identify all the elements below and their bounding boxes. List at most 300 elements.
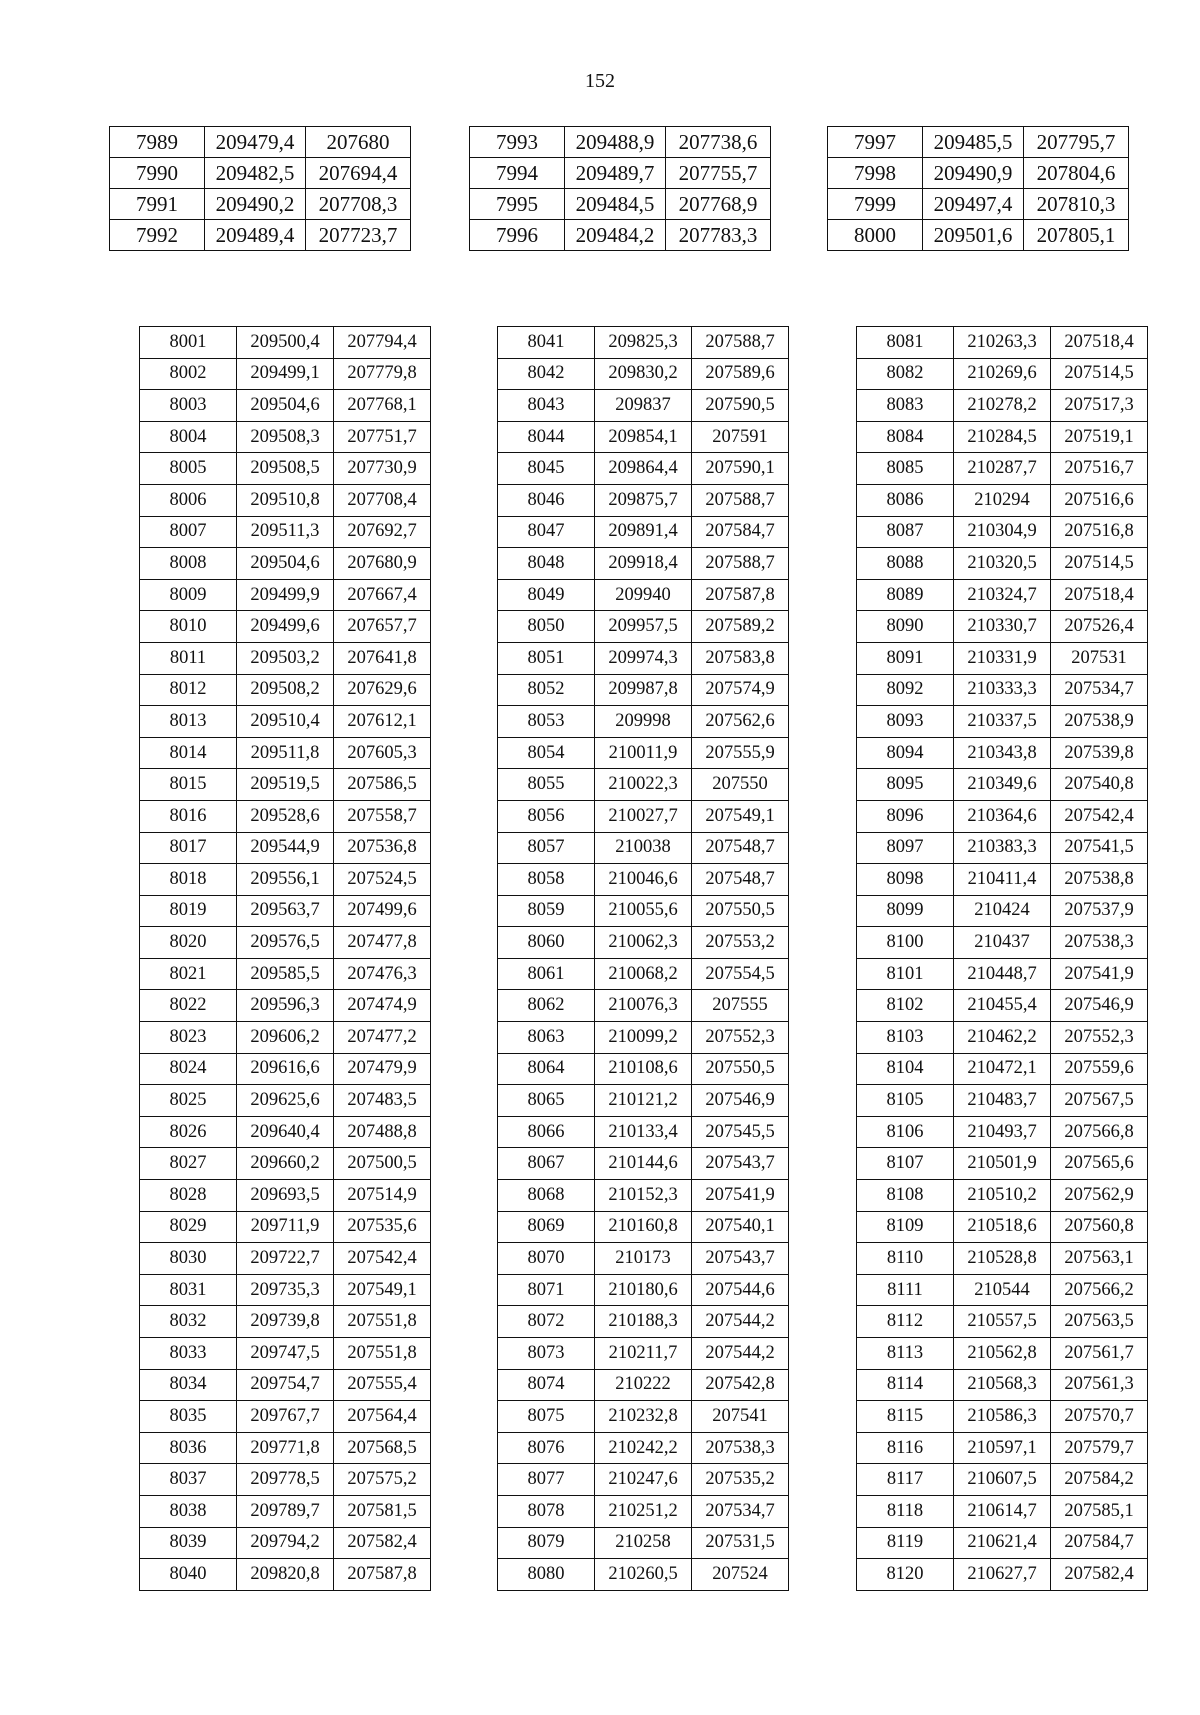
y-coordinate-cell: 207516,8 bbox=[1051, 516, 1148, 548]
point-number-cell: 8019 bbox=[140, 895, 237, 927]
point-number-cell: 8093 bbox=[857, 706, 954, 738]
table-row bbox=[828, 158, 1129, 189]
point-number-cell: 8079 bbox=[498, 1527, 595, 1559]
y-coordinate-cell: 207514,5 bbox=[1051, 358, 1148, 390]
x-coordinate-cell: 210188,3 bbox=[595, 1306, 692, 1338]
point-number-cell: 7991 bbox=[110, 189, 205, 220]
x-coordinate-cell: 210076,3 bbox=[595, 990, 692, 1022]
table-row bbox=[498, 1369, 789, 1401]
point-number-cell: 8077 bbox=[498, 1464, 595, 1496]
table-row bbox=[470, 220, 771, 251]
x-coordinate-cell: 210383,3 bbox=[954, 832, 1051, 864]
y-coordinate-cell: 207531 bbox=[1051, 642, 1148, 674]
table-row bbox=[498, 958, 789, 990]
point-number-cell: 8007 bbox=[140, 516, 237, 548]
table-row bbox=[857, 1464, 1148, 1496]
x-coordinate-cell: 210180,6 bbox=[595, 1274, 692, 1306]
point-number-cell: 8097 bbox=[857, 832, 954, 864]
x-coordinate-cell: 210173 bbox=[595, 1243, 692, 1275]
table-row bbox=[498, 1338, 789, 1370]
point-number-cell: 8113 bbox=[857, 1338, 954, 1370]
table-row bbox=[857, 1180, 1148, 1212]
x-coordinate-cell: 210242,2 bbox=[595, 1432, 692, 1464]
x-coordinate-cell: 210222 bbox=[595, 1369, 692, 1401]
x-coordinate-cell: 209957,5 bbox=[595, 611, 692, 643]
x-coordinate-cell: 209693,5 bbox=[237, 1180, 334, 1212]
x-coordinate-cell: 210027,7 bbox=[595, 800, 692, 832]
point-number-cell: 8023 bbox=[140, 1022, 237, 1054]
x-coordinate-cell: 210343,8 bbox=[954, 737, 1051, 769]
y-coordinate-cell: 207499,6 bbox=[334, 895, 431, 927]
y-coordinate-cell: 207549,1 bbox=[334, 1274, 431, 1306]
table-row bbox=[828, 189, 1129, 220]
point-number-cell: 8008 bbox=[140, 548, 237, 580]
point-number-cell: 8009 bbox=[140, 579, 237, 611]
point-number-cell: 8015 bbox=[140, 769, 237, 801]
x-coordinate-cell: 209511,8 bbox=[237, 737, 334, 769]
table-row bbox=[857, 1527, 1148, 1559]
table-row bbox=[140, 1022, 431, 1054]
x-coordinate-cell: 209974,3 bbox=[595, 642, 692, 674]
y-coordinate-cell: 207783,3 bbox=[666, 220, 771, 251]
y-coordinate-cell: 207544,2 bbox=[692, 1306, 789, 1338]
table-row bbox=[140, 327, 431, 359]
x-coordinate-cell: 210251,2 bbox=[595, 1495, 692, 1527]
y-coordinate-cell: 207574,9 bbox=[692, 674, 789, 706]
y-coordinate-cell: 207538,8 bbox=[1051, 864, 1148, 896]
table-row bbox=[857, 579, 1148, 611]
x-coordinate-cell: 209500,4 bbox=[237, 327, 334, 359]
x-coordinate-cell: 210152,3 bbox=[595, 1180, 692, 1212]
table-row bbox=[498, 327, 789, 359]
table-row bbox=[857, 516, 1148, 548]
table-row bbox=[857, 548, 1148, 580]
x-coordinate-cell: 209735,3 bbox=[237, 1274, 334, 1306]
table-row bbox=[828, 220, 1129, 251]
table-row bbox=[857, 1559, 1148, 1591]
x-coordinate-cell: 209754,7 bbox=[237, 1369, 334, 1401]
x-coordinate-cell: 210364,6 bbox=[954, 800, 1051, 832]
point-number-cell: 8106 bbox=[857, 1116, 954, 1148]
table-row bbox=[110, 158, 411, 189]
x-coordinate-cell: 210046,6 bbox=[595, 864, 692, 896]
x-coordinate-cell: 209711,9 bbox=[237, 1211, 334, 1243]
y-coordinate-cell: 207768,1 bbox=[334, 390, 431, 422]
point-number-cell: 8082 bbox=[857, 358, 954, 390]
x-coordinate-cell: 209503,2 bbox=[237, 642, 334, 674]
y-coordinate-cell: 207564,4 bbox=[334, 1401, 431, 1433]
x-coordinate-cell: 209501,6 bbox=[923, 220, 1024, 251]
table-row bbox=[140, 579, 431, 611]
y-coordinate-cell: 207555,9 bbox=[692, 737, 789, 769]
y-coordinate-cell: 207562,9 bbox=[1051, 1180, 1148, 1212]
table-row bbox=[498, 1274, 789, 1306]
point-number-cell: 8084 bbox=[857, 421, 954, 453]
x-coordinate-cell: 209497,4 bbox=[923, 189, 1024, 220]
y-coordinate-cell: 207657,7 bbox=[334, 611, 431, 643]
point-number-cell: 8012 bbox=[140, 674, 237, 706]
x-coordinate-cell: 210510,2 bbox=[954, 1180, 1051, 1212]
y-coordinate-cell: 207550 bbox=[692, 769, 789, 801]
point-number-cell: 8119 bbox=[857, 1527, 954, 1559]
x-coordinate-cell: 210287,7 bbox=[954, 453, 1051, 485]
point-number-cell: 8038 bbox=[140, 1495, 237, 1527]
point-number-cell: 8110 bbox=[857, 1243, 954, 1275]
table-row bbox=[498, 1211, 789, 1243]
x-coordinate-cell: 209739,8 bbox=[237, 1306, 334, 1338]
point-number-cell: 7997 bbox=[828, 127, 923, 158]
table-row bbox=[857, 358, 1148, 390]
x-coordinate-cell: 209499,1 bbox=[237, 358, 334, 390]
point-number-cell: 8022 bbox=[140, 990, 237, 1022]
x-coordinate-cell: 209484,5 bbox=[565, 189, 666, 220]
x-coordinate-cell: 209490,2 bbox=[205, 189, 306, 220]
table-row bbox=[140, 737, 431, 769]
table-row bbox=[140, 642, 431, 674]
table-row bbox=[498, 1180, 789, 1212]
x-coordinate-cell: 210144,6 bbox=[595, 1148, 692, 1180]
y-coordinate-cell: 207755,7 bbox=[666, 158, 771, 189]
y-coordinate-cell: 207549,1 bbox=[692, 800, 789, 832]
y-coordinate-cell: 207542,4 bbox=[1051, 800, 1148, 832]
point-number-cell: 8103 bbox=[857, 1022, 954, 1054]
x-coordinate-cell: 209789,7 bbox=[237, 1495, 334, 1527]
y-coordinate-cell: 207585,1 bbox=[1051, 1495, 1148, 1527]
coordinate-table-top-3 bbox=[827, 126, 1129, 251]
table-row bbox=[857, 990, 1148, 1022]
y-coordinate-cell: 207738,6 bbox=[666, 127, 771, 158]
table-row bbox=[857, 390, 1148, 422]
table-row bbox=[857, 1274, 1148, 1306]
y-coordinate-cell: 207804,6 bbox=[1024, 158, 1129, 189]
table-row bbox=[498, 358, 789, 390]
point-number-cell: 8104 bbox=[857, 1053, 954, 1085]
y-coordinate-cell: 207540,8 bbox=[1051, 769, 1148, 801]
x-coordinate-cell: 210557,5 bbox=[954, 1306, 1051, 1338]
table-row bbox=[498, 706, 789, 738]
x-coordinate-cell: 210160,8 bbox=[595, 1211, 692, 1243]
table-row bbox=[140, 1401, 431, 1433]
x-coordinate-cell: 209508,5 bbox=[237, 453, 334, 485]
table-row bbox=[498, 769, 789, 801]
y-coordinate-cell: 207519,1 bbox=[1051, 421, 1148, 453]
x-coordinate-cell: 210211,7 bbox=[595, 1338, 692, 1370]
x-coordinate-cell: 210501,9 bbox=[954, 1148, 1051, 1180]
y-coordinate-cell: 207587,8 bbox=[334, 1559, 431, 1591]
y-coordinate-cell: 207563,5 bbox=[1051, 1306, 1148, 1338]
point-number-cell: 8018 bbox=[140, 864, 237, 896]
x-coordinate-cell: 209794,2 bbox=[237, 1527, 334, 1559]
x-coordinate-cell: 209499,9 bbox=[237, 579, 334, 611]
table-row bbox=[140, 1085, 431, 1117]
x-coordinate-cell: 210621,4 bbox=[954, 1527, 1051, 1559]
y-coordinate-cell: 207588,7 bbox=[692, 484, 789, 516]
y-coordinate-cell: 207542,4 bbox=[334, 1243, 431, 1275]
coordinate-table-top-1 bbox=[109, 126, 411, 251]
table-row bbox=[140, 611, 431, 643]
x-coordinate-cell: 209771,8 bbox=[237, 1432, 334, 1464]
y-coordinate-cell: 207538,3 bbox=[692, 1432, 789, 1464]
x-coordinate-cell: 209825,3 bbox=[595, 327, 692, 359]
y-coordinate-cell: 207538,9 bbox=[1051, 706, 1148, 738]
y-coordinate-cell: 207550,5 bbox=[692, 1053, 789, 1085]
y-coordinate-cell: 207551,8 bbox=[334, 1306, 431, 1338]
y-coordinate-cell: 207641,8 bbox=[334, 642, 431, 674]
table-row bbox=[498, 1527, 789, 1559]
y-coordinate-cell: 207517,3 bbox=[1051, 390, 1148, 422]
point-number-cell: 8032 bbox=[140, 1306, 237, 1338]
x-coordinate-cell: 209519,5 bbox=[237, 769, 334, 801]
y-coordinate-cell: 207552,3 bbox=[692, 1022, 789, 1054]
x-coordinate-cell: 209918,4 bbox=[595, 548, 692, 580]
x-coordinate-cell: 210455,4 bbox=[954, 990, 1051, 1022]
table-row bbox=[857, 958, 1148, 990]
point-number-cell: 7993 bbox=[470, 127, 565, 158]
table-row bbox=[498, 674, 789, 706]
table-row bbox=[110, 189, 411, 220]
table-row bbox=[498, 1022, 789, 1054]
point-number-cell: 8027 bbox=[140, 1148, 237, 1180]
point-number-cell: 8017 bbox=[140, 832, 237, 864]
point-number-cell: 8078 bbox=[498, 1495, 595, 1527]
point-number-cell: 7989 bbox=[110, 127, 205, 158]
x-coordinate-cell: 210493,7 bbox=[954, 1116, 1051, 1148]
x-coordinate-cell: 209616,6 bbox=[237, 1053, 334, 1085]
point-number-cell: 7996 bbox=[470, 220, 565, 251]
x-coordinate-cell: 209504,6 bbox=[237, 548, 334, 580]
point-number-cell: 8070 bbox=[498, 1243, 595, 1275]
table-row bbox=[857, 864, 1148, 896]
x-coordinate-cell: 210011,9 bbox=[595, 737, 692, 769]
x-coordinate-cell: 210121,2 bbox=[595, 1085, 692, 1117]
x-coordinate-cell: 209528,6 bbox=[237, 800, 334, 832]
point-number-cell: 8062 bbox=[498, 990, 595, 1022]
x-coordinate-cell: 210099,2 bbox=[595, 1022, 692, 1054]
y-coordinate-cell: 207584,7 bbox=[692, 516, 789, 548]
x-coordinate-cell: 210562,8 bbox=[954, 1338, 1051, 1370]
y-coordinate-cell: 207795,7 bbox=[1024, 127, 1129, 158]
x-coordinate-cell: 210055,6 bbox=[595, 895, 692, 927]
x-coordinate-cell: 209508,2 bbox=[237, 674, 334, 706]
x-coordinate-cell: 209544,9 bbox=[237, 832, 334, 864]
point-number-cell: 8048 bbox=[498, 548, 595, 580]
x-coordinate-cell: 210349,6 bbox=[954, 769, 1051, 801]
point-number-cell: 7999 bbox=[828, 189, 923, 220]
x-coordinate-cell: 210544 bbox=[954, 1274, 1051, 1306]
y-coordinate-cell: 207566,2 bbox=[1051, 1274, 1148, 1306]
x-coordinate-cell: 209820,8 bbox=[237, 1559, 334, 1591]
table-row bbox=[140, 1464, 431, 1496]
x-coordinate-cell: 209830,2 bbox=[595, 358, 692, 390]
point-number-cell: 8061 bbox=[498, 958, 595, 990]
point-number-cell: 8005 bbox=[140, 453, 237, 485]
table-row bbox=[498, 1243, 789, 1275]
x-coordinate-cell: 210263,3 bbox=[954, 327, 1051, 359]
point-number-cell: 8004 bbox=[140, 421, 237, 453]
x-coordinate-cell: 209722,7 bbox=[237, 1243, 334, 1275]
y-coordinate-cell: 207708,4 bbox=[334, 484, 431, 516]
point-number-cell: 7990 bbox=[110, 158, 205, 189]
table-row bbox=[857, 1495, 1148, 1527]
table-row bbox=[140, 1053, 431, 1085]
point-number-cell: 7992 bbox=[110, 220, 205, 251]
x-coordinate-cell: 210022,3 bbox=[595, 769, 692, 801]
point-number-cell: 8090 bbox=[857, 611, 954, 643]
y-coordinate-cell: 207534,7 bbox=[1051, 674, 1148, 706]
y-coordinate-cell: 207548,7 bbox=[692, 832, 789, 864]
y-coordinate-cell: 207541 bbox=[692, 1401, 789, 1433]
y-coordinate-cell: 207559,6 bbox=[1051, 1053, 1148, 1085]
table-row bbox=[140, 390, 431, 422]
point-number-cell: 8041 bbox=[498, 327, 595, 359]
table-row bbox=[140, 516, 431, 548]
point-number-cell: 8074 bbox=[498, 1369, 595, 1401]
point-number-cell: 8066 bbox=[498, 1116, 595, 1148]
y-coordinate-cell: 207589,6 bbox=[692, 358, 789, 390]
x-coordinate-cell: 210133,4 bbox=[595, 1116, 692, 1148]
table-row bbox=[498, 864, 789, 896]
y-coordinate-cell: 207560,8 bbox=[1051, 1211, 1148, 1243]
point-number-cell: 8098 bbox=[857, 864, 954, 896]
y-coordinate-cell: 207479,9 bbox=[334, 1053, 431, 1085]
point-number-cell: 8037 bbox=[140, 1464, 237, 1496]
point-number-cell: 8044 bbox=[498, 421, 595, 453]
table-row bbox=[110, 127, 411, 158]
y-coordinate-cell: 207555,4 bbox=[334, 1369, 431, 1401]
point-number-cell: 8112 bbox=[857, 1306, 954, 1338]
y-coordinate-cell: 207546,9 bbox=[1051, 990, 1148, 1022]
table-row bbox=[140, 1338, 431, 1370]
point-number-cell: 7994 bbox=[470, 158, 565, 189]
x-coordinate-cell: 209606,2 bbox=[237, 1022, 334, 1054]
table-row bbox=[140, 927, 431, 959]
y-coordinate-cell: 207488,8 bbox=[334, 1116, 431, 1148]
table-row bbox=[140, 990, 431, 1022]
y-coordinate-cell: 207581,5 bbox=[334, 1495, 431, 1527]
y-coordinate-cell: 207583,8 bbox=[692, 642, 789, 674]
point-number-cell: 8055 bbox=[498, 769, 595, 801]
y-coordinate-cell: 207516,6 bbox=[1051, 484, 1148, 516]
table-row bbox=[857, 1432, 1148, 1464]
table-row bbox=[498, 1148, 789, 1180]
point-number-cell: 8043 bbox=[498, 390, 595, 422]
y-coordinate-cell: 207582,4 bbox=[334, 1527, 431, 1559]
y-coordinate-cell: 207553,2 bbox=[692, 927, 789, 959]
table-row bbox=[857, 737, 1148, 769]
x-coordinate-cell: 209864,4 bbox=[595, 453, 692, 485]
y-coordinate-cell: 207543,7 bbox=[692, 1148, 789, 1180]
point-number-cell: 7998 bbox=[828, 158, 923, 189]
point-number-cell: 8092 bbox=[857, 674, 954, 706]
point-number-cell: 8105 bbox=[857, 1085, 954, 1117]
table-row bbox=[498, 1495, 789, 1527]
y-coordinate-cell: 207794,4 bbox=[334, 327, 431, 359]
y-coordinate-cell: 207680,9 bbox=[334, 548, 431, 580]
table-row bbox=[857, 1306, 1148, 1338]
x-coordinate-cell: 209489,4 bbox=[205, 220, 306, 251]
x-coordinate-cell: 210333,3 bbox=[954, 674, 1051, 706]
point-number-cell: 8108 bbox=[857, 1180, 954, 1212]
x-coordinate-cell: 210424 bbox=[954, 895, 1051, 927]
point-number-cell: 8035 bbox=[140, 1401, 237, 1433]
table-row bbox=[140, 1180, 431, 1212]
point-number-cell: 8099 bbox=[857, 895, 954, 927]
table-row bbox=[498, 1116, 789, 1148]
point-number-cell: 8014 bbox=[140, 737, 237, 769]
x-coordinate-cell: 209596,3 bbox=[237, 990, 334, 1022]
table-row bbox=[140, 674, 431, 706]
table-row bbox=[140, 958, 431, 990]
y-coordinate-cell: 207551,8 bbox=[334, 1338, 431, 1370]
point-number-cell: 8102 bbox=[857, 990, 954, 1022]
x-coordinate-cell: 209479,4 bbox=[205, 127, 306, 158]
point-number-cell: 8034 bbox=[140, 1369, 237, 1401]
table-row bbox=[857, 674, 1148, 706]
y-coordinate-cell: 207536,8 bbox=[334, 832, 431, 864]
y-coordinate-cell: 207589,2 bbox=[692, 611, 789, 643]
y-coordinate-cell: 207546,9 bbox=[692, 1085, 789, 1117]
table-row bbox=[140, 1495, 431, 1527]
y-coordinate-cell: 207605,3 bbox=[334, 737, 431, 769]
table-row bbox=[857, 421, 1148, 453]
point-number-cell: 8011 bbox=[140, 642, 237, 674]
x-coordinate-cell: 209891,4 bbox=[595, 516, 692, 548]
table-row bbox=[140, 864, 431, 896]
point-number-cell: 8118 bbox=[857, 1495, 954, 1527]
x-coordinate-cell: 209510,4 bbox=[237, 706, 334, 738]
y-coordinate-cell: 207680 bbox=[306, 127, 411, 158]
point-number-cell: 8051 bbox=[498, 642, 595, 674]
point-number-cell: 8052 bbox=[498, 674, 595, 706]
y-coordinate-cell: 207538,3 bbox=[1051, 927, 1148, 959]
point-number-cell: 8000 bbox=[828, 220, 923, 251]
table-row bbox=[857, 1085, 1148, 1117]
x-coordinate-cell: 210068,2 bbox=[595, 958, 692, 990]
y-coordinate-cell: 207805,1 bbox=[1024, 220, 1129, 251]
point-number-cell: 8089 bbox=[857, 579, 954, 611]
y-coordinate-cell: 207562,6 bbox=[692, 706, 789, 738]
y-coordinate-cell: 207591 bbox=[692, 421, 789, 453]
table-row bbox=[857, 706, 1148, 738]
y-coordinate-cell: 207518,4 bbox=[1051, 327, 1148, 359]
table-row bbox=[498, 453, 789, 485]
x-coordinate-cell: 210586,3 bbox=[954, 1401, 1051, 1433]
table-row bbox=[470, 158, 771, 189]
y-coordinate-cell: 207540,1 bbox=[692, 1211, 789, 1243]
point-number-cell: 8107 bbox=[857, 1148, 954, 1180]
x-coordinate-cell: 210062,3 bbox=[595, 927, 692, 959]
y-coordinate-cell: 207667,4 bbox=[334, 579, 431, 611]
x-coordinate-cell: 209488,9 bbox=[565, 127, 666, 158]
y-coordinate-cell: 207558,7 bbox=[334, 800, 431, 832]
y-coordinate-cell: 207550,5 bbox=[692, 895, 789, 927]
y-coordinate-cell: 207588,7 bbox=[692, 327, 789, 359]
point-number-cell: 8029 bbox=[140, 1211, 237, 1243]
point-number-cell: 8025 bbox=[140, 1085, 237, 1117]
point-number-cell: 8067 bbox=[498, 1148, 595, 1180]
y-coordinate-cell: 207535,2 bbox=[692, 1464, 789, 1496]
table-row bbox=[498, 927, 789, 959]
point-number-cell: 7995 bbox=[470, 189, 565, 220]
y-coordinate-cell: 207561,7 bbox=[1051, 1338, 1148, 1370]
point-number-cell: 8117 bbox=[857, 1464, 954, 1496]
coordinate-table-bottom-3 bbox=[856, 326, 1148, 1591]
y-coordinate-cell: 207694,4 bbox=[306, 158, 411, 189]
point-number-cell: 8064 bbox=[498, 1053, 595, 1085]
point-number-cell: 8047 bbox=[498, 516, 595, 548]
y-coordinate-cell: 207586,5 bbox=[334, 769, 431, 801]
y-coordinate-cell: 207723,7 bbox=[306, 220, 411, 251]
